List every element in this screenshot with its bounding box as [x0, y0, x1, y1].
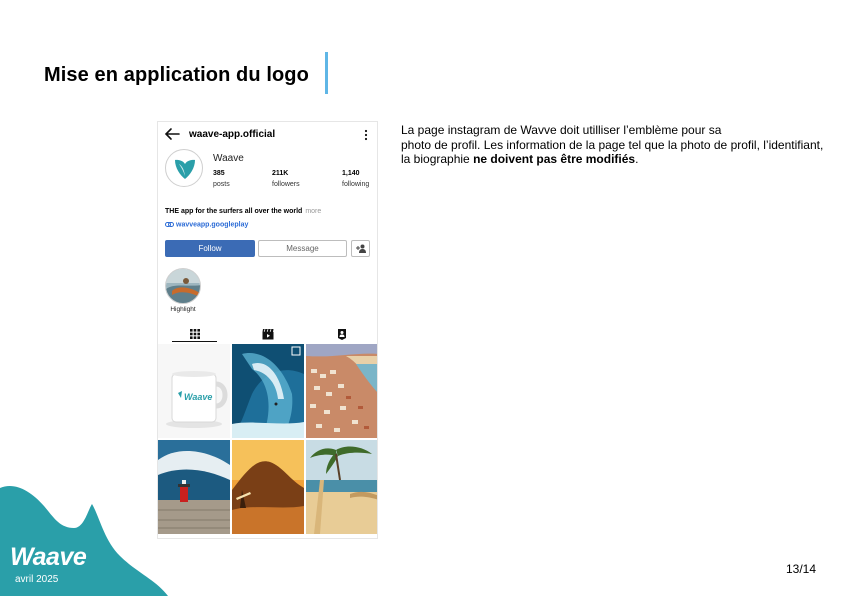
profile-tabs [158, 326, 377, 344]
grid-icon[interactable] [189, 328, 201, 340]
description-emphasis: ne doivent pas être modifiés [473, 152, 636, 166]
clapperboard-icon[interactable] [262, 328, 274, 340]
follow-button[interactable]: Follow [165, 240, 255, 257]
slide-title: Mise en application du logo [44, 64, 309, 86]
profile-link[interactable] [165, 221, 248, 228]
profile-bio [165, 208, 321, 215]
brand-date: avril 2025 [15, 574, 59, 585]
post-thumbnail-coastal-town[interactable] [306, 344, 378, 438]
stat-following-value: 1,140 [342, 170, 360, 177]
stat-followers[interactable] [272, 168, 300, 190]
profile-avatar[interactable] [165, 149, 203, 187]
palm-beach-image [306, 440, 378, 534]
active-tab-indicator [172, 341, 217, 342]
add-user-icon [356, 244, 367, 253]
add-user-button[interactable] [351, 240, 370, 257]
waave-emblem-icon [172, 155, 198, 181]
description-line-3-suffix: . [635, 152, 639, 166]
message-button[interactable]: Message [258, 240, 347, 257]
story-highlight[interactable] [165, 268, 201, 304]
mug-image [158, 344, 230, 438]
highlight-label: Highlight [170, 306, 196, 313]
description-line-3 [401, 152, 831, 167]
highlight-thumbnail [166, 269, 201, 304]
profile-link-text: wavveapp.googleplay [176, 221, 249, 229]
title-accent-bar [325, 52, 328, 94]
description-line-2: photo de profil. Les information de la page tel que la photo de profil, l’identifiant, [401, 137, 824, 152]
tagged-person-icon[interactable] [336, 328, 348, 340]
mug-brand-text: Waave [184, 392, 213, 402]
instagram-profile-mockup [157, 121, 378, 539]
description-line-3-prefix: la biographie [401, 152, 474, 166]
stat-followers-label: followers [272, 181, 300, 188]
sunset-surfer-image [232, 440, 304, 534]
link-icon [165, 221, 174, 228]
arrow-left-icon[interactable] [164, 127, 180, 141]
bio-more-link[interactable]: more [305, 208, 322, 215]
brand-logo-text: Waave [10, 543, 87, 571]
coastal-town-image [306, 344, 378, 438]
post-thumbnail-big-wave[interactable] [232, 344, 304, 438]
big-wave-image [232, 344, 304, 438]
post-thumbnail-mug[interactable] [158, 344, 230, 438]
stat-followers-value: 211K [272, 170, 289, 177]
stat-following[interactable] [342, 168, 369, 190]
vertical-dots-icon[interactable] [364, 129, 368, 141]
stat-posts[interactable] [213, 168, 230, 190]
post-thumbnail-sunset-surfer[interactable] [232, 440, 304, 534]
profile-username: waave-app.official [189, 129, 276, 140]
post-thumbnail-palm-beach[interactable] [306, 440, 378, 534]
page-number: 13/14 [786, 562, 817, 576]
stat-following-label: following [342, 181, 370, 188]
profile-header [158, 122, 377, 148]
stat-posts-label: posts [213, 181, 230, 188]
slide-description [401, 123, 831, 167]
posts-grid [158, 344, 378, 534]
profile-display-name: Waave [213, 153, 244, 164]
stat-posts-value: 385 [213, 170, 225, 177]
description-line-1: La page instagram de Wavve doit utilliser l’emblème pour sa [401, 123, 722, 137]
bio-text: THE app for the surfers all over the world [165, 208, 303, 215]
